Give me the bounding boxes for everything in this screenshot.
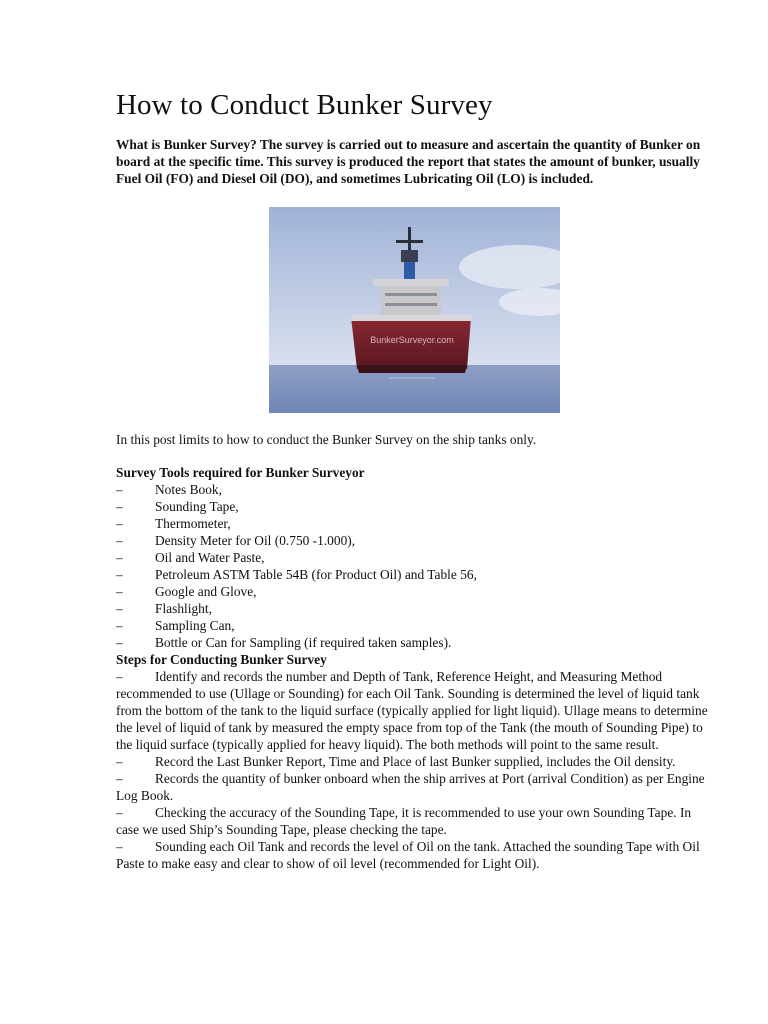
tool-item-text: Bottle or Can for Sampling (if required taken samples). bbox=[155, 635, 452, 650]
tool-item-text: Oil and Water Paste, bbox=[155, 550, 265, 565]
tool-list-item bbox=[116, 549, 716, 566]
tool-list-item bbox=[116, 498, 716, 515]
steps-heading: Steps for Conducting Bunker Survey bbox=[116, 652, 327, 667]
ship-photo bbox=[269, 207, 560, 413]
list-dash: – bbox=[116, 499, 123, 514]
list-dash: – bbox=[116, 482, 123, 497]
tool-list-item bbox=[116, 481, 716, 498]
tool-list-item bbox=[116, 634, 716, 651]
tool-list-item bbox=[116, 617, 716, 634]
tool-item-text: Sounding Tape, bbox=[155, 499, 239, 514]
limits-paragraph: In this post limits to how to conduct the Bunker Survey on the ship tanks only. bbox=[116, 432, 537, 447]
steps-list bbox=[116, 668, 716, 872]
list-dash: – bbox=[116, 601, 123, 616]
tool-item-text: Flashlight, bbox=[155, 601, 212, 616]
intro-paragraph: What is Bunker Survey? The survey is carried out to measure and ascertain the quantity of Bunker on board at the specific time. This survey is produced the report that states the amount of bunker, usually Fuel Oil (FO) and Diesel Oil (DO), and sometimes Lubricating Oil (LO) is included. bbox=[116, 137, 701, 186]
step-item-text: Record the Last Bunker Report, Time and Place of last Bunker supplied, includes the Oil density. bbox=[155, 754, 676, 769]
step-item bbox=[116, 804, 716, 838]
list-dash: – bbox=[116, 533, 123, 548]
list-dash: – bbox=[116, 839, 123, 854]
tools-list bbox=[116, 481, 716, 651]
tools-heading: Survey Tools required for Bunker Surveyor bbox=[116, 465, 365, 480]
tool-item-text: Thermometer, bbox=[155, 516, 231, 531]
list-dash: – bbox=[116, 567, 123, 582]
steps-section bbox=[116, 651, 716, 872]
tool-list-item bbox=[116, 600, 716, 617]
tool-item-text: Sampling Can, bbox=[155, 618, 235, 633]
step-item bbox=[116, 753, 716, 770]
tool-list-item bbox=[116, 583, 716, 600]
list-dash: – bbox=[116, 516, 123, 531]
step-item-text: Sounding each Oil Tank and records the level of Oil on the tank. Attached the sounding Tape with Oil Paste to make easy and clear to show of oil level (recommended for Light Oil). bbox=[116, 839, 700, 871]
list-dash: – bbox=[116, 635, 123, 650]
page-title: How to Conduct Bunker Survey bbox=[116, 89, 493, 121]
tool-item-text: Density Meter for Oil (0.750 -1.000), bbox=[155, 533, 356, 548]
step-item-text: Checking the accuracy of the Sounding Tape, it is recommended to use your own Sounding Tape. In case we used Ship’s Sounding Tape, please checking the tape. bbox=[116, 805, 692, 837]
list-dash: – bbox=[116, 618, 123, 633]
document-page bbox=[116, 88, 716, 872]
list-dash: – bbox=[116, 669, 123, 684]
tool-list-item bbox=[116, 566, 716, 583]
tool-item-text: Petroleum ASTM Table 54B (for Product Oil) and Table 56, bbox=[155, 567, 477, 582]
tool-list-item bbox=[116, 532, 716, 549]
tool-list-item bbox=[116, 515, 716, 532]
list-dash: – bbox=[116, 584, 123, 599]
step-item-text: Identify and records the number and Depth of Tank, Reference Height, and Measuring Method recommended to use (Ullage or Sounding) for each Oil Tank. Sounding is determined the level of liquid tank from the bottom of the tank to the liquid surface (typically applied for light liquid). Ullage means to determine the level of liquid of tank by measured the empty space from top of the Tank (the mouth of Sounding Pipe) to the liquid surface (typically applied for heavy liquid). The both methods will point to the same result. bbox=[116, 669, 708, 752]
list-dash: – bbox=[116, 771, 123, 786]
list-dash: – bbox=[116, 754, 123, 769]
watermark-text: BunkerSurveyor.com bbox=[370, 335, 454, 345]
step-item bbox=[116, 838, 716, 872]
step-item-text: Records the quantity of bunker onboard when the ship arrives at Port (arrival Condition) as per Engine Log Book. bbox=[116, 771, 705, 803]
list-dash: – bbox=[116, 550, 123, 565]
tool-item-text: Notes Book, bbox=[155, 482, 222, 497]
tool-item-text: Google and Glove, bbox=[155, 584, 257, 599]
step-item bbox=[116, 668, 716, 753]
list-dash: – bbox=[116, 805, 123, 820]
step-item bbox=[116, 770, 716, 804]
tools-section bbox=[116, 464, 716, 651]
